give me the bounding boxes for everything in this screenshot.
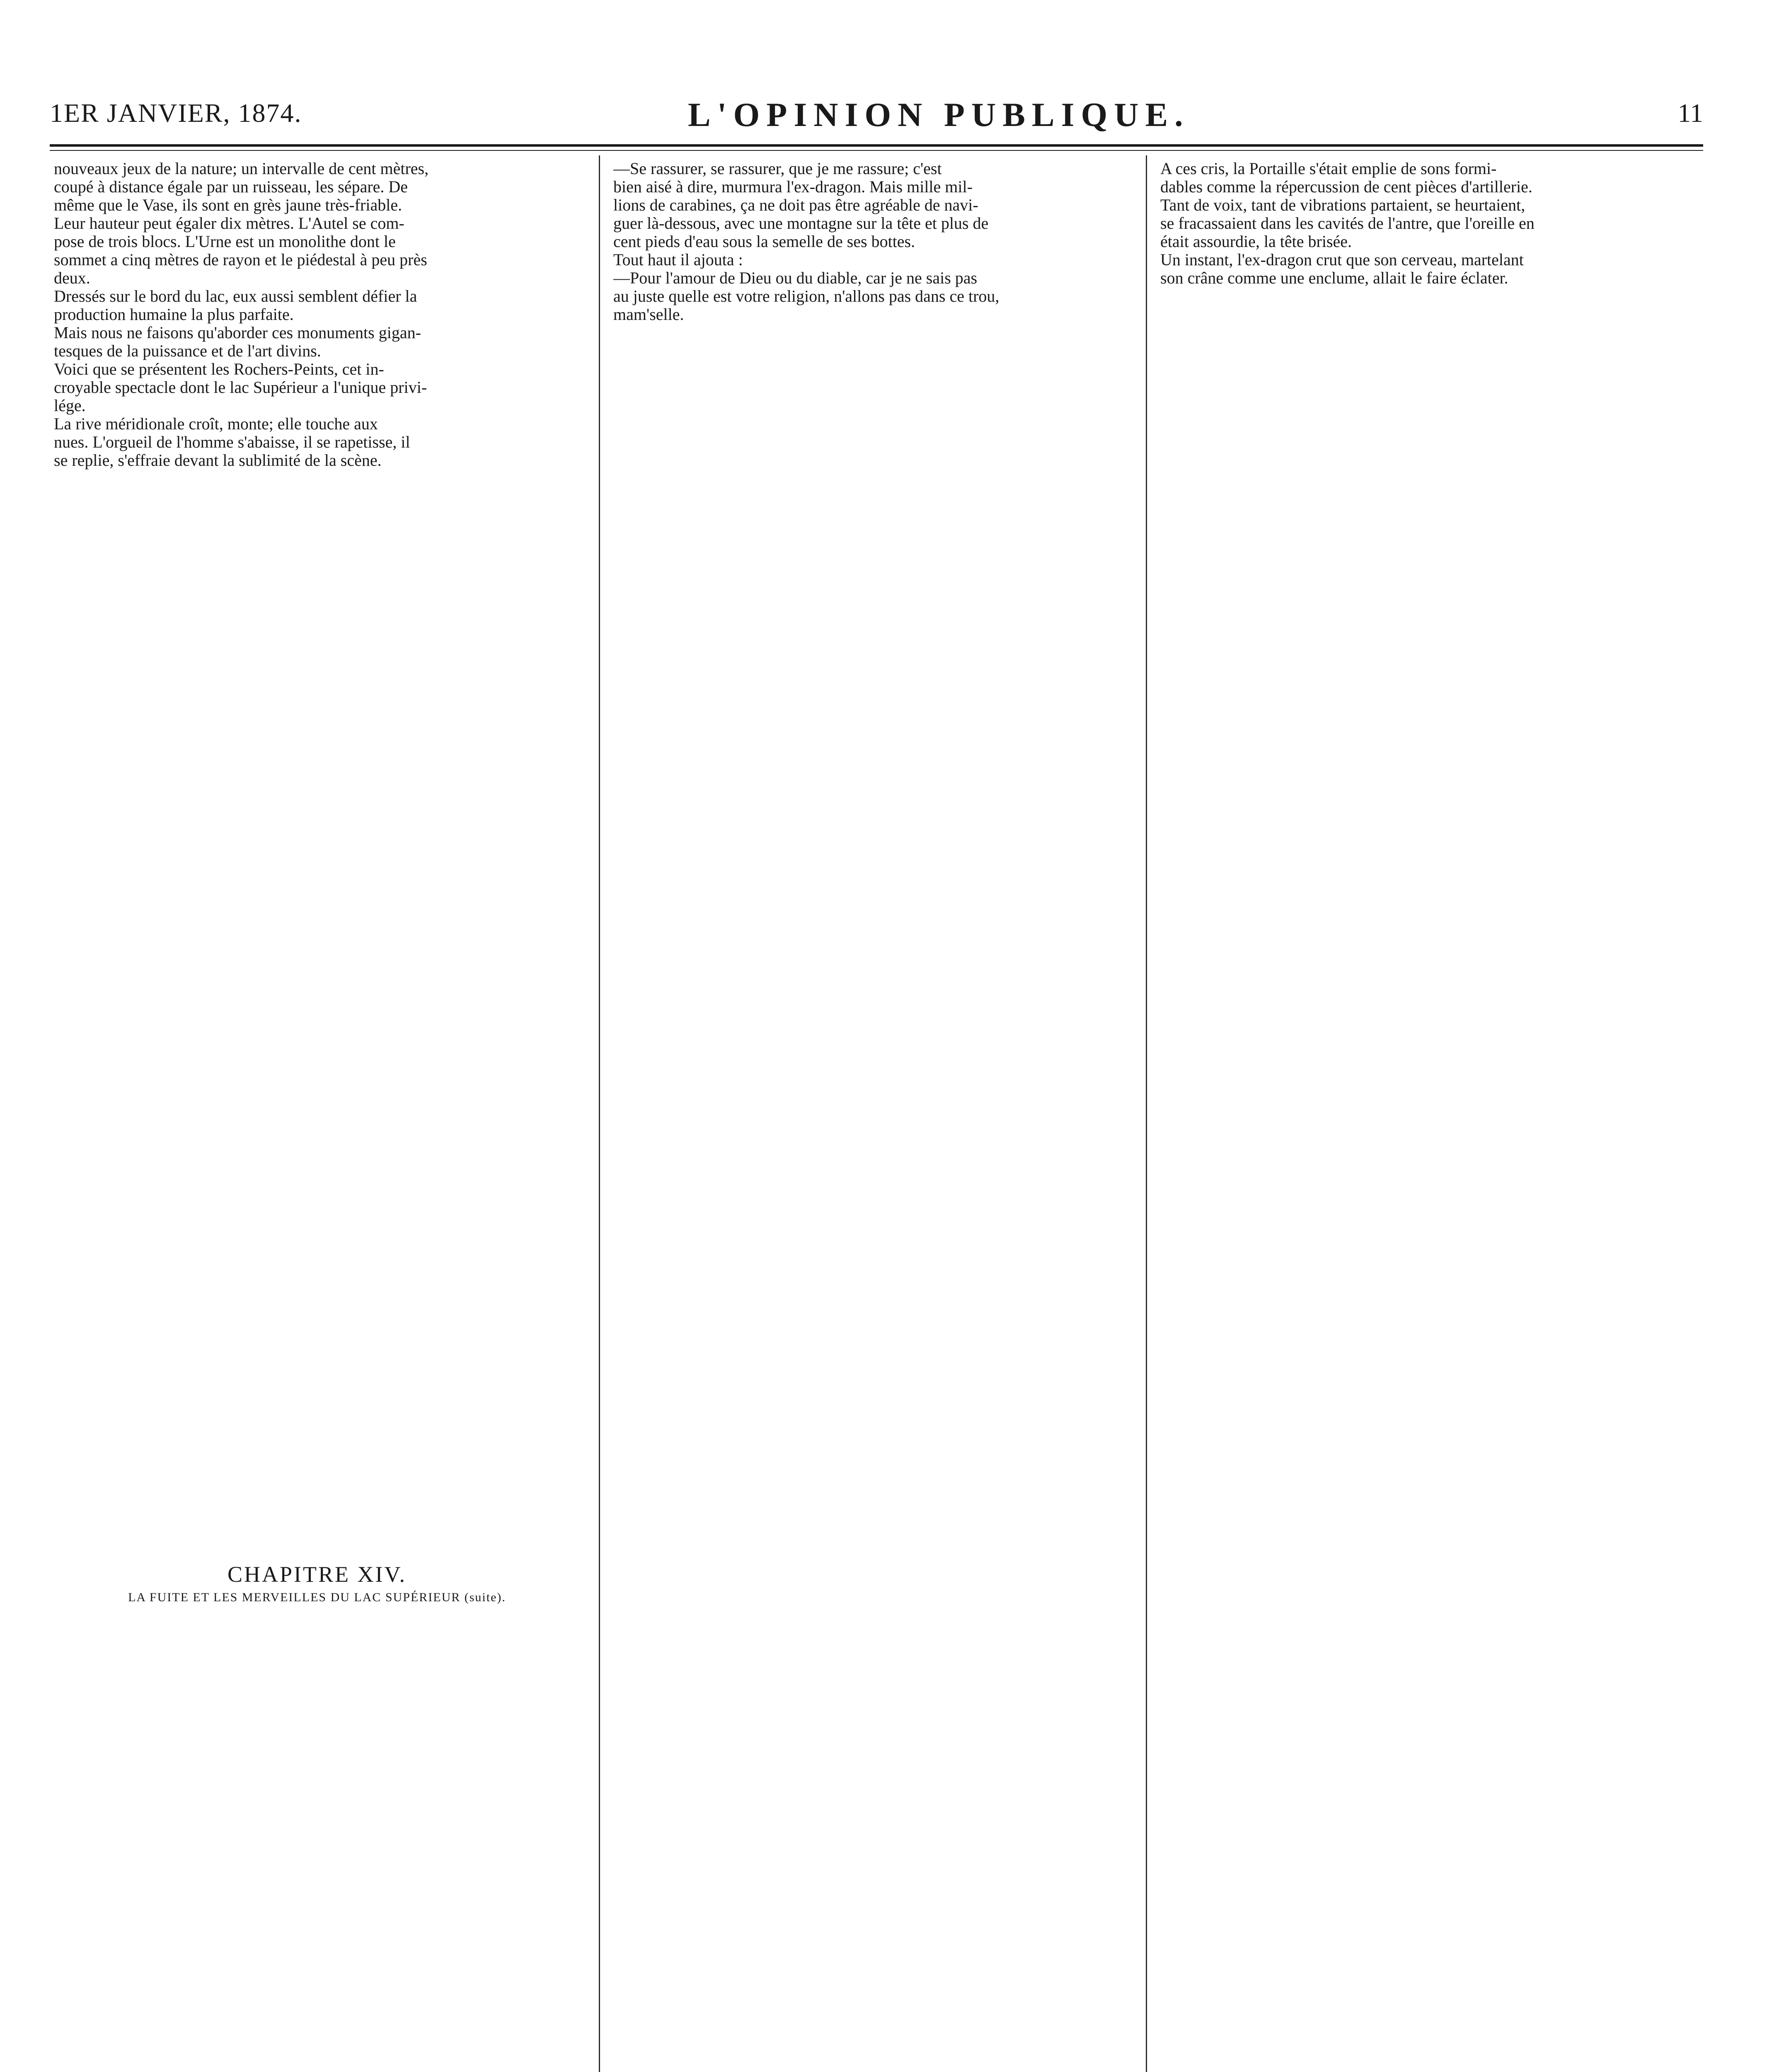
- text-line: —Pour l'amour de Dieu ou du diable, car je ne sais pas: [613, 269, 978, 287]
- text-line: Dressés sur le bord du lac, eux aussi semblent défier la: [54, 287, 417, 305]
- text-line: nouveaux jeux de la nature; un intervalle de cent mètres,: [54, 160, 429, 178]
- text-line: Tant de voix, tant de vibrations partaient, se heurtaient,: [1160, 196, 1525, 214]
- article-column-1: [54, 160, 580, 2072]
- page-number: 11: [1677, 98, 1703, 128]
- text-line: deux.: [54, 269, 90, 287]
- text-line: dables comme la répercussion de cent pièces d'artillerie.: [1160, 178, 1532, 196]
- text-line: lions de carabines, ça ne doit pas être agréable de navi-: [613, 196, 978, 214]
- text-line: La rive méridionale croît, monte; elle touche aux: [54, 415, 378, 433]
- text-line: coupé à distance égale par un ruisseau, les sépare. De: [54, 178, 408, 196]
- text-line: tesques de la puissance et de l'art divins.: [54, 342, 321, 360]
- text-line: bien aisé à dire, murmura l'ex-dragon. Mais mille mil-: [613, 178, 973, 196]
- text-line: —Se rassurer, se rassurer, que je me rassure; c'est: [613, 160, 942, 178]
- chapter-title: CHAPITRE XIV.: [227, 1562, 407, 1587]
- text-line: A ces cris, la Portaille s'était emplie de sons formi-: [1160, 160, 1497, 178]
- column-divider-1: [599, 155, 600, 2072]
- text-line: Mais nous ne faisons qu'aborder ces monuments gigan-: [54, 324, 421, 342]
- chapter-subtitle: LA FUITE ET LES MERVEILLES DU LAC SUPÉRIEUR (suite).: [128, 1590, 506, 1604]
- text-line: même que le Vase, ils sont en grès jaune très-friable.: [54, 196, 402, 214]
- text-line: Voici que se présentent les Rochers-Peints, cet in-: [54, 360, 384, 378]
- text-line: croyable spectacle dont le lac Supérieur a l'unique privi-: [54, 378, 427, 397]
- text-line: guer là-dessous, avec une montagne sur la tête et plus de: [613, 214, 989, 232]
- text-line: se fracassaient dans les cavités de l'antre, que l'oreille en: [1160, 214, 1535, 232]
- text-line: cent pieds d'eau sous la semelle de ses bottes.: [613, 232, 915, 251]
- text-line: son crâne comme une enclume, allait le faire éclater.: [1160, 269, 1508, 287]
- text-line: Leur hauteur peut égaler dix mètres. L'Autel se com-: [54, 214, 404, 232]
- masthead: [50, 95, 1703, 141]
- text-line: mam'selle.: [613, 305, 684, 324]
- text-line: se replie, s'effraie devant la sublimité de la scène.: [54, 451, 382, 470]
- column-divider-2: [1146, 155, 1147, 2072]
- text-line: nues. L'orgueil de l'homme s'abaisse, il se rapetisse, il: [54, 433, 410, 451]
- masthead-rule-thin: [50, 150, 1703, 151]
- masthead-rule-thick: [50, 144, 1703, 147]
- text-line: production humaine la plus parfaite.: [54, 305, 294, 324]
- column-1-body-spacer: [54, 470, 580, 1555]
- article-column-2: [613, 160, 1140, 2072]
- newspaper-title: L'OPINION PUBLIQUE.: [688, 96, 1190, 133]
- text-line: sommet a cinq mètres de rayon et le piédestal à peu près: [54, 251, 427, 269]
- text-line: lége.: [54, 397, 86, 415]
- text-line: Un instant, l'ex-dragon crut que son cerveau, martelant: [1160, 251, 1524, 269]
- article-column-3: [1160, 160, 1687, 2072]
- text-line: au juste quelle est votre religion, n'allons pas dans ce trou,: [613, 287, 1000, 305]
- issue-date: 1ER JANVIER, 1874.: [50, 98, 302, 128]
- text-line: Tout haut il ajouta :: [613, 251, 743, 269]
- text-line: pose de trois blocs. L'Urne est un monolithe dont le: [54, 232, 396, 251]
- text-line: était assourdie, la tête brisée.: [1160, 232, 1352, 251]
